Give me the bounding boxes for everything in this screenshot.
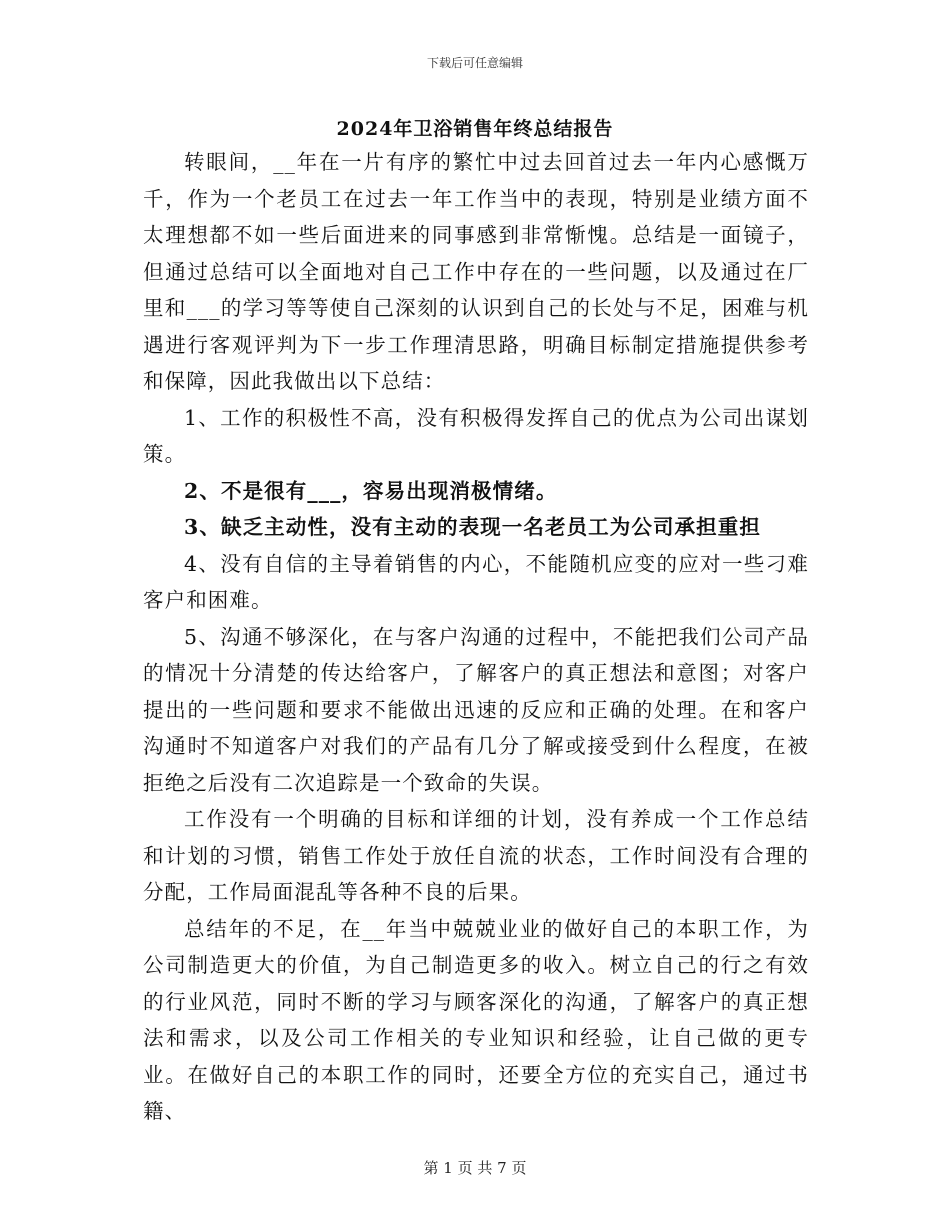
paragraph-point-2: 2、不是很有___，容易出现消极情绪。	[184, 478, 558, 503]
paragraph-point-5: 5、沟通不够深化，在与客户沟通的过程中，不能把我们公司产品的情况十分清楚的传达给客户，了解客户的真正想法和意图；对客户提出的一些问题和要求不能做出迅速的反应和正确的处理。在和客户沟通时不知道客户对我们的产品有几分了解或接受到什么程度，在被拒绝之后没有二次追踪是一个致命的失误。	[143, 624, 809, 795]
page-header-note: 下载后可任意编辑	[426, 56, 523, 70]
paragraph-point-1: 1、工作的积极性不高，没有积极得发挥自己的优点为公司出谋划策。	[143, 405, 809, 466]
paragraph-planning: 工作没有一个明确的目标和详细的计划，没有养成一个工作总结和计划的习惯，销售工作处于放任自流的状态，工作时间没有合理的分配，工作局面混乱等各种不良的后果。	[143, 807, 809, 904]
page-number: 第 1 页 共 7 页	[423, 1159, 527, 1177]
document-body	[143, 144, 809, 1130]
document-title: 2024年卫浴销售年终总结报告	[336, 118, 614, 140]
paragraph-summary: 总结年的不足，在__年当中兢兢业业的做好自己的本职工作，为公司制造更大的价值，为自己制造更多的收入。树立自己的行之有效的行业风范，同时不断的学习与顾客深化的沟通，了解客户的真正想法和需求，以及公司工作相关的专业知识和经验，让自己做的更专业。在做好自己的本职工作的同时，还要全方位的充实自己，通过书籍、	[143, 916, 809, 1123]
paragraph-point-3: 3、缺乏主动性，没有主动的表现一名老员工为公司承担重担	[184, 515, 761, 539]
paragraph-point-4: 4、没有自信的主导着销售的内心，不能随机应变的应对一些刁难客户和困难。	[143, 551, 809, 612]
paragraph-intro: 转眼间，__年在一片有序的繁忙中过去回首过去一年内心感慨万千，作为一个老员工在过去一年工作当中的表现，特别是业绩方面不太理想都不如一些后面进来的同事感到非常惭愧。总结是一面镜子，但通过总结可以全面地对自己工作中存在的一些问题，以及通过在厂里和___的学习等等使自己深刻的认识到自己的长处与不足，困难与机遇进行客观评判为下一步工作理清思路，明确目标制定措施提供参考和保障，因此我做出以下总结：	[143, 150, 809, 393]
